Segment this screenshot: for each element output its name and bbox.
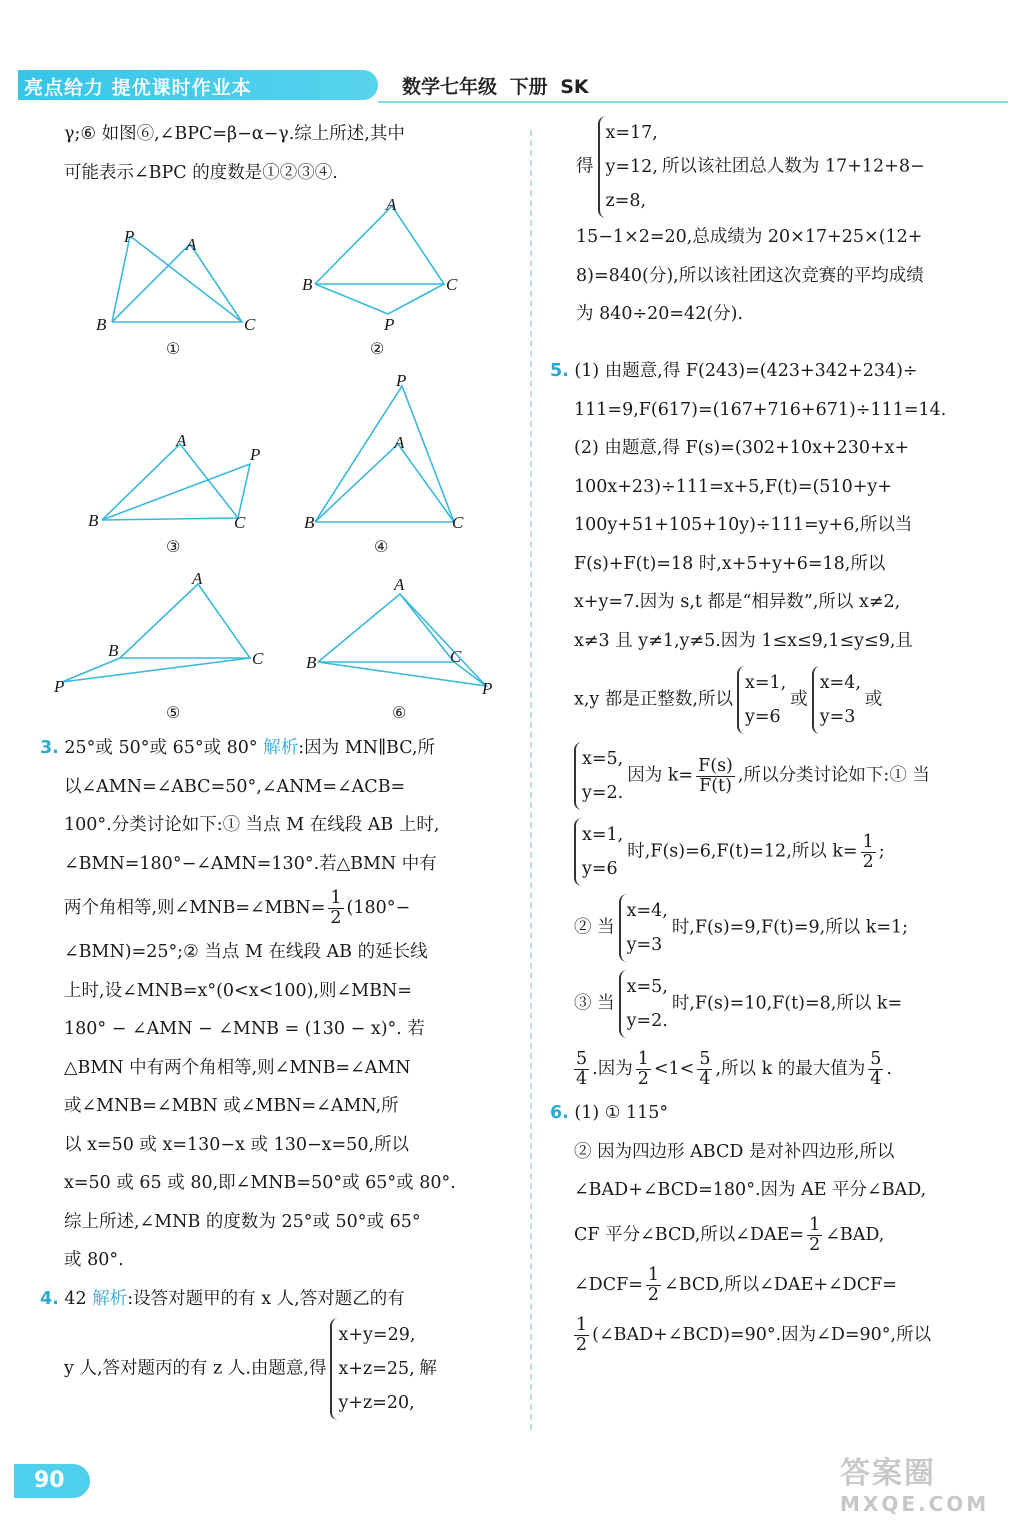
text-span: (180°− xyxy=(346,898,411,918)
text-span: <1< xyxy=(653,1059,695,1079)
point-label: A xyxy=(192,569,203,588)
equation: x=1, xyxy=(582,825,624,845)
denominator: 2 xyxy=(637,1069,649,1089)
fraction xyxy=(868,1050,883,1089)
equation: x=4, xyxy=(626,901,668,921)
text-line xyxy=(574,742,1016,810)
point-label: B xyxy=(108,641,119,660)
numerator: 1 xyxy=(330,888,342,908)
text-line: 100x+23)÷111=x+5,F(t)=(510+y+ xyxy=(574,476,892,497)
text-line: x=50 或 65 或 80,即∠MNB=50°或 65°或 80°. xyxy=(64,1173,456,1193)
text-line: 8)=840(分),所以该社团这次竞赛的平均成绩 xyxy=(576,265,924,286)
numerator: 1 xyxy=(576,1314,588,1335)
text-span: :因为 MN∥BC,所 xyxy=(298,738,436,758)
text-line: 180° − ∠AMN − ∠MNB = (130 − x)°. 若 xyxy=(64,1019,425,1039)
point-label: B xyxy=(306,653,317,672)
equation: x=17, xyxy=(605,123,658,143)
fraction xyxy=(328,889,343,928)
equation: x=4, xyxy=(819,673,861,693)
figure-caption: ④ xyxy=(374,537,389,556)
text-line: 为 840÷20=42(分). xyxy=(576,304,744,324)
point-label: P xyxy=(482,679,493,698)
text-span: CF 平分∠BCD,所以∠DAE= xyxy=(574,1224,805,1245)
watermark-url: MXQE.COM xyxy=(840,1492,990,1516)
equation: y+z=20, xyxy=(338,1393,415,1413)
q4-cont-line xyxy=(576,116,1016,218)
text-span: ∠BAD, xyxy=(825,1224,885,1245)
denominator: 2 xyxy=(576,1334,588,1355)
figure-caption: ⑥ xyxy=(392,703,407,722)
text-span: y 人,答对题丙的有 z 人.由题意,得 xyxy=(64,1358,327,1379)
denominator: 4 xyxy=(576,1069,588,1089)
watermark-logo-text: 答案圈 xyxy=(840,1456,936,1491)
question-number: 3. xyxy=(40,738,59,758)
figure-caption: ① xyxy=(166,339,181,358)
left-column-q3 xyxy=(40,729,510,1420)
text-span: ; xyxy=(878,841,885,862)
text-line: △BMN 中有两个角相等,则∠MNB=∠AMN xyxy=(64,1057,411,1078)
numerator: 5 xyxy=(699,1049,711,1069)
text-line xyxy=(574,894,1016,962)
equation-system xyxy=(330,1318,415,1420)
point-label: C xyxy=(446,275,458,294)
numerator: 1 xyxy=(862,831,874,852)
q6-line-1 xyxy=(550,1094,1016,1133)
text-line xyxy=(574,1260,1016,1310)
text-line xyxy=(574,1044,1016,1094)
point-label: A xyxy=(386,195,397,214)
text-span: ,所以 k 的最大值为 xyxy=(715,1059,866,1079)
fraction xyxy=(646,1266,661,1305)
text-line: ② 因为四边形 ABCD 是对补四边形,所以 xyxy=(574,1141,895,1162)
q4-line-1 xyxy=(40,1280,510,1319)
point-label: C xyxy=(244,315,256,334)
text-span: ,所以分类讨论如下:① 当 xyxy=(737,765,930,786)
text-span: ∠BCD,所以∠DAE+∠DCF= xyxy=(664,1274,897,1295)
right-column xyxy=(576,116,1016,334)
text-span: 时,F(s)=10,F(t)=8,所以 k= xyxy=(671,993,903,1014)
text-line xyxy=(574,1310,1016,1360)
text-line: 以∠AMN=∠ABC=50°,∠ANM=∠ACB= xyxy=(64,776,406,797)
numerator: F(s) xyxy=(698,755,733,776)
analysis-tag: 解析 xyxy=(92,1288,128,1309)
text-line xyxy=(574,818,1016,886)
text-line: γ;⑥ 如图⑥,∠BPC=β−α−γ.综上所述,其中 xyxy=(64,124,405,144)
text-line: ∠BMN=180°−∠AMN=130°.若△BMN 中有 xyxy=(64,853,437,874)
text-line: ∠BMN)=25°;② 当点 M 在线段 AB 的延长线 xyxy=(64,942,428,962)
text-line: 可能表示∠BPC 的度数是①②③④. xyxy=(64,162,338,183)
header-underline xyxy=(378,101,1008,103)
fraction xyxy=(807,1216,822,1255)
point-label: A xyxy=(394,433,405,452)
case-system xyxy=(574,742,623,810)
point-label: P xyxy=(54,677,65,696)
text-line xyxy=(574,1210,1016,1260)
numerator: 1 xyxy=(647,1264,660,1285)
text-line xyxy=(574,970,1016,1038)
q5-line-1 xyxy=(550,352,1016,391)
figures-grid xyxy=(40,190,510,730)
text-line: x≠3 且 y≠1,y≠5.因为 1≤x≤9,1≤y≤9,且 xyxy=(574,630,913,651)
page-header xyxy=(0,0,1024,104)
numerator: 5 xyxy=(870,1049,882,1069)
figure-6 xyxy=(318,594,486,686)
left-column xyxy=(64,115,512,192)
text-span: 所以该社团总人数为 17+12+8− xyxy=(661,156,925,177)
fraction xyxy=(697,1050,712,1089)
question-number: 5. xyxy=(550,361,569,381)
text-line: 或 80°. xyxy=(64,1250,124,1270)
equation: y=3 xyxy=(819,707,856,727)
numerator: 1 xyxy=(637,1049,649,1069)
equation: x=1, xyxy=(744,673,787,693)
question-number: 4. xyxy=(40,1288,59,1309)
text-span: x,y 都是正整数,所以 xyxy=(574,689,733,710)
point-label: B xyxy=(88,511,99,530)
point-label: A xyxy=(186,235,197,254)
case-system xyxy=(574,818,623,886)
answer-text: 25°或 50°或 65°或 80° xyxy=(64,738,258,758)
q3-line-1 xyxy=(40,729,510,768)
text-line: (2) 由题意,得 F(s)=(302+10x+230+x+ xyxy=(574,438,910,458)
point-label: P xyxy=(250,445,261,464)
text-line: 或∠MNB=∠MBN 或∠MBN=∠AMN,所 xyxy=(64,1096,399,1116)
figure-caption: ⑤ xyxy=(166,703,181,722)
text-span: ③ 当 xyxy=(574,993,615,1014)
figure-4 xyxy=(315,386,454,522)
equation: y=6 xyxy=(744,707,781,727)
text-span: :设答对题甲的有 x 人,答对题乙的有 xyxy=(127,1288,405,1309)
equation: y=3 xyxy=(626,935,663,955)
text-span: 时,F(s)=6,F(t)=12,所以 k= xyxy=(627,841,858,862)
figure-3 xyxy=(102,444,250,520)
point-label: B xyxy=(304,513,315,532)
figure-1 xyxy=(112,236,242,322)
point-label: B xyxy=(96,315,107,334)
point-label: C xyxy=(252,649,264,668)
equation: y=12, xyxy=(605,157,658,177)
text-span: (1) ① 115° xyxy=(574,1103,669,1123)
text-span: 两个角相等,则∠MNB=∠MBN= xyxy=(64,898,326,918)
text-span: 或 xyxy=(790,689,808,710)
text-line: ∠BAD+∠BCD=180°.因为 AE 平分∠BAD, xyxy=(574,1180,927,1200)
text-span: ② 当 xyxy=(574,917,615,938)
watermark xyxy=(840,1448,1010,1528)
text-span: 解 xyxy=(419,1358,437,1379)
text-span: .因为 xyxy=(592,1059,633,1079)
column-divider xyxy=(530,130,532,1430)
point-label: B xyxy=(302,275,313,294)
header-book-title: 数学七年级 下册 SK xyxy=(402,76,589,98)
text-line: F(s)+F(t)=18 时,x+5+y+6=18,所以 xyxy=(574,553,886,574)
point-label: C xyxy=(234,513,246,532)
point-label: C xyxy=(452,513,464,532)
text-line: 100°.分类讨论如下:① 当点 M 在线段 AB 上时, xyxy=(64,815,440,835)
equation: z=8, xyxy=(605,191,647,211)
text-line: 15−1×2=20,总成绩为 20×17+25×(12+ xyxy=(576,227,923,247)
figure-caption: ③ xyxy=(166,537,181,556)
equation: y=2. xyxy=(582,783,624,803)
text-line: 111=9,F(617)=(167+716+671)÷111=14. xyxy=(574,399,947,420)
text-line: 以 x=50 或 x=130−x 或 130−x=50,所以 xyxy=(64,1134,410,1155)
case-system xyxy=(619,894,668,962)
text-span: 或 xyxy=(864,689,883,710)
equation: x=5, xyxy=(626,977,668,997)
header-brand: 亮点给力 提优课时作业本 xyxy=(24,77,252,99)
text-line xyxy=(64,883,510,933)
text-line: 上时,设∠MNB=x°(0<x<100),则∠MBN= xyxy=(64,980,412,1001)
denominator: 2 xyxy=(862,851,874,872)
text-line xyxy=(574,666,1016,734)
numerator: 1 xyxy=(809,1214,821,1235)
numerator: 5 xyxy=(576,1049,588,1069)
text-span: (1) 由题意,得 F(243)=(423+342+234)÷ xyxy=(574,361,918,381)
fraction xyxy=(636,1050,651,1089)
figure-caption: ② xyxy=(370,339,385,358)
text-span: 得 xyxy=(576,156,594,177)
denominator: 4 xyxy=(870,1069,882,1089)
case-system xyxy=(619,970,668,1038)
point-label: A xyxy=(394,575,405,594)
equation: y=6 xyxy=(582,859,618,879)
figure-2 xyxy=(315,206,444,314)
point-label: P xyxy=(124,227,135,246)
fraction xyxy=(574,1050,589,1089)
text-line: x+y=7.因为 s,t 都是“相异数”,所以 x≠2, xyxy=(574,592,901,612)
case-system xyxy=(737,666,786,734)
text-span: 因为 k= xyxy=(627,765,694,786)
equation: x+z=25, xyxy=(338,1359,415,1379)
text-span: ∠DCF= xyxy=(574,1274,643,1295)
text-span: 时,F(s)=9,F(t)=9,所以 k=1; xyxy=(671,917,909,938)
denominator: 2 xyxy=(809,1234,821,1255)
analysis-tag: 解析 xyxy=(263,738,299,758)
fraction xyxy=(574,1316,589,1355)
q4-line-2 xyxy=(40,1318,510,1420)
page-number: 90 xyxy=(14,1464,90,1498)
case-system xyxy=(812,666,861,734)
equation: y=2. xyxy=(626,1011,668,1031)
denominator: 2 xyxy=(330,908,342,928)
right-column-q5 xyxy=(550,352,1016,1360)
solution-system xyxy=(598,116,658,218)
point-label: P xyxy=(384,315,395,334)
point-label: A xyxy=(176,431,187,450)
equation: x+y=29, xyxy=(338,1325,416,1345)
figure-5 xyxy=(62,584,250,682)
denominator: 4 xyxy=(699,1069,711,1089)
question-number: 6. xyxy=(550,1103,569,1123)
text-span: (∠BAD+∠BCD)=90°.因为∠D=90°,所以 xyxy=(592,1324,932,1345)
point-label: P xyxy=(396,371,407,390)
fraction xyxy=(861,833,876,872)
text-span: . xyxy=(886,1059,892,1079)
denominator: F(t) xyxy=(699,775,732,796)
point-label: C xyxy=(450,647,462,666)
text-line: 综上所述,∠MNB 的度数为 25°或 50°或 65° xyxy=(64,1211,421,1232)
text-line: 100y+51+105+10y)÷111=y+6,所以当 xyxy=(574,515,913,535)
denominator: 2 xyxy=(647,1284,660,1305)
answer-text: 42 xyxy=(64,1288,87,1309)
equation: x=5, xyxy=(582,749,624,769)
fraction xyxy=(696,757,735,796)
